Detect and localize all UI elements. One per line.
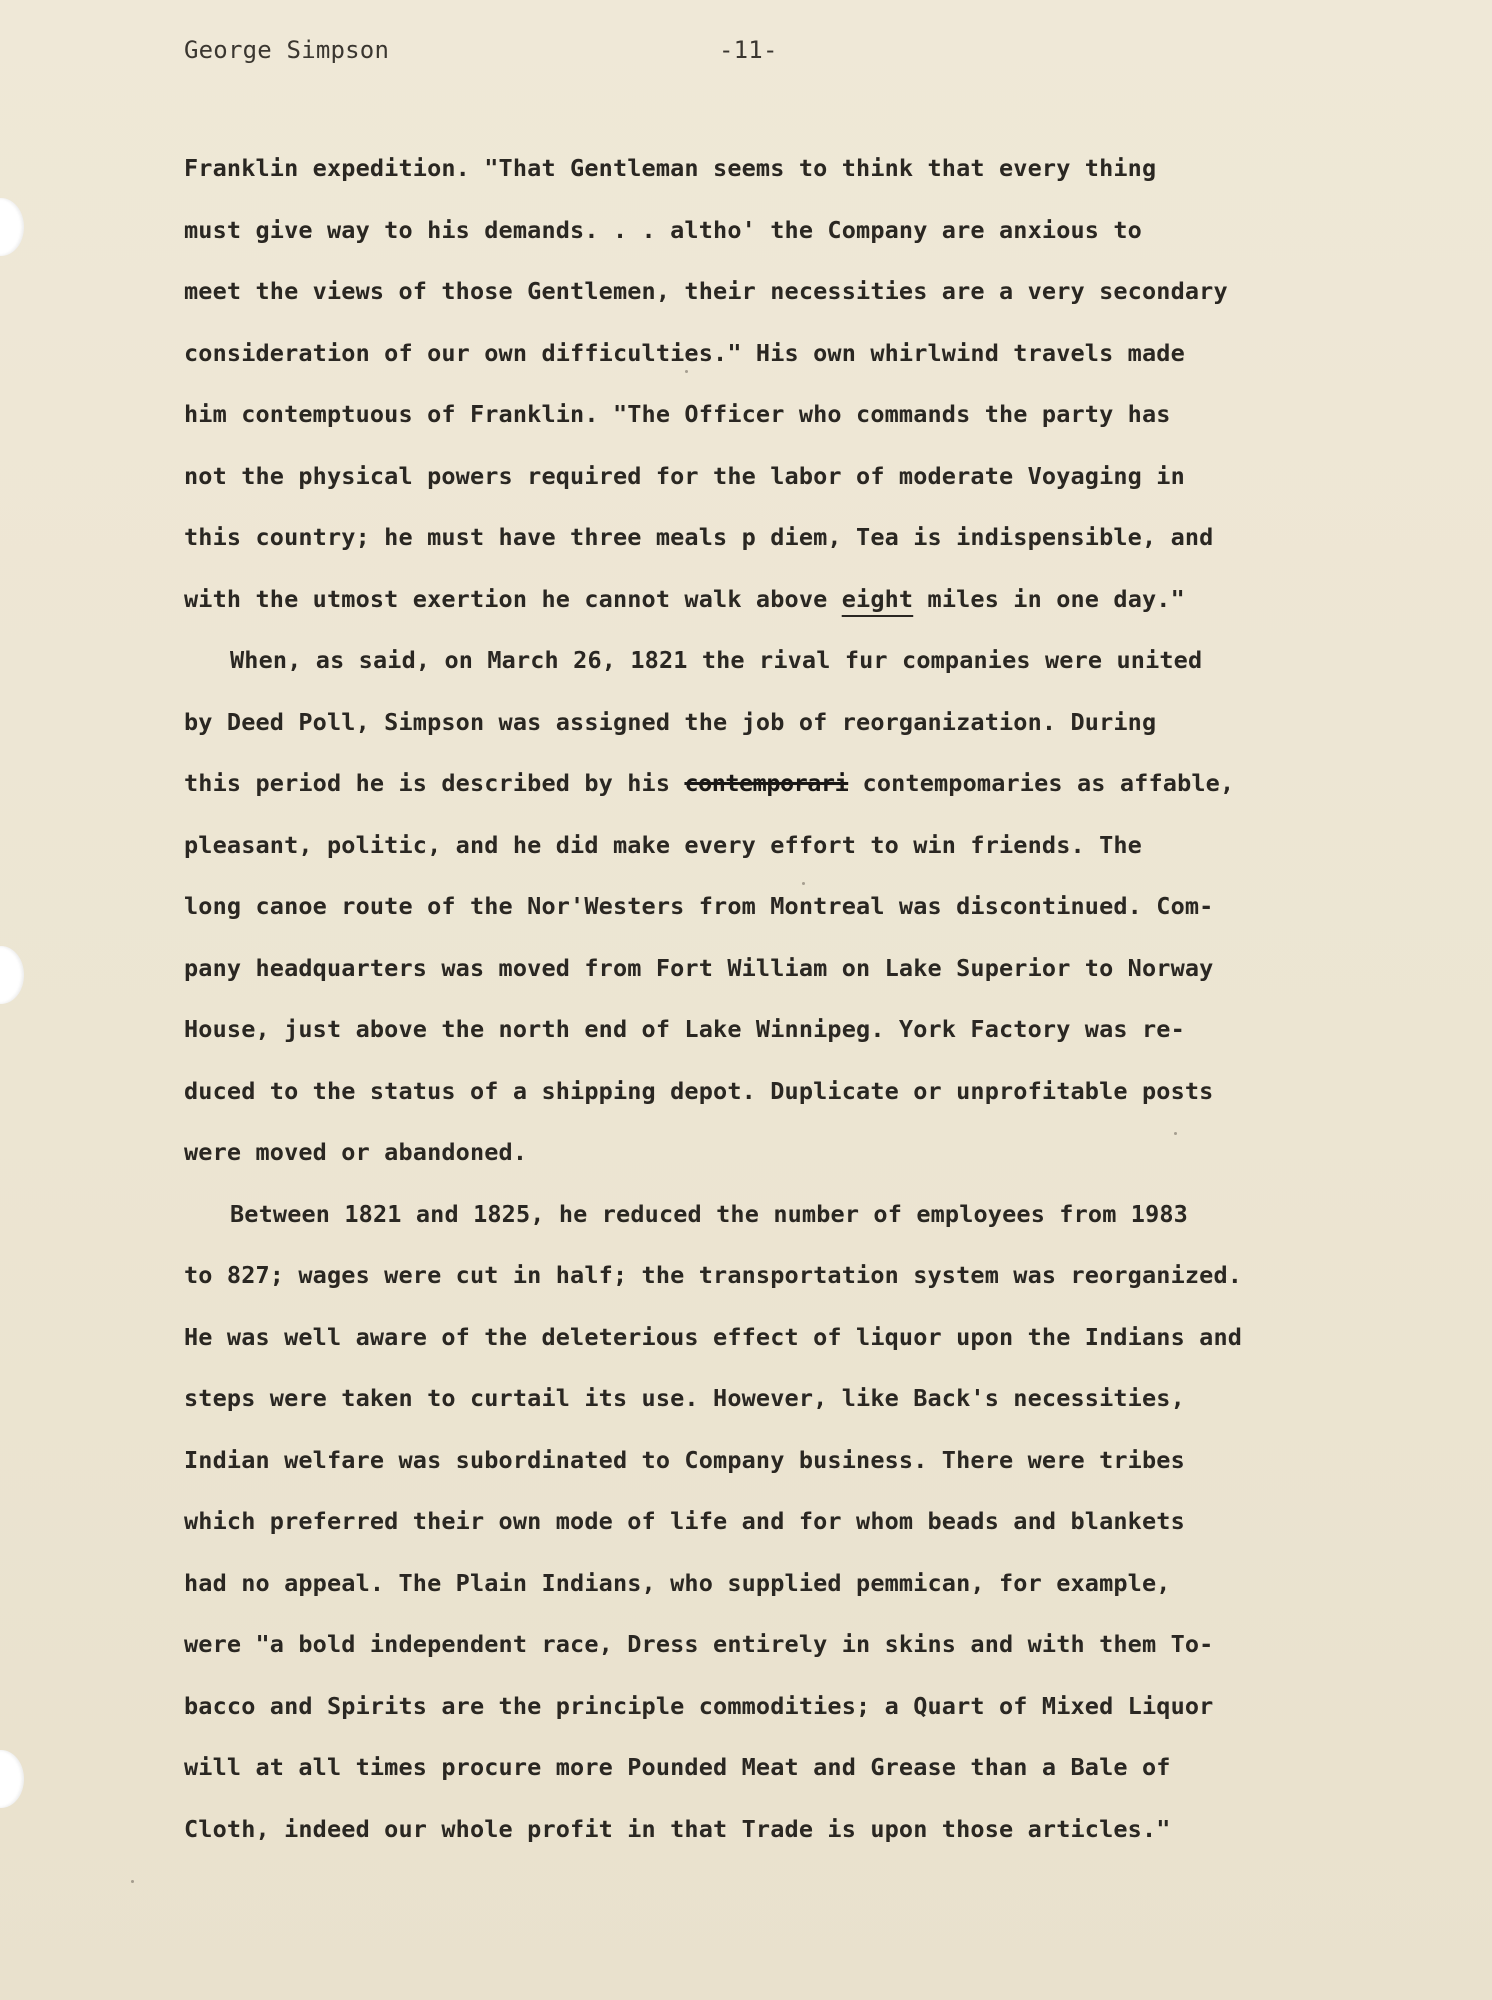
text-line: him contemptuous of Franklin. "The Officer who commands the party has — [184, 400, 1171, 428]
text-line: to 827; wages were cut in half; the transportation system was reorganized. — [184, 1261, 1243, 1289]
text-line: were moved or abandoned. — [184, 1138, 528, 1166]
text-line: Cloth, indeed our whole profit in that Trade is upon those articles." — [184, 1814, 1171, 1843]
text-line: consideration of our own difficulties." His own whirlwind travels made — [184, 338, 1185, 367]
text-line: had no appeal. The Plain Indians, who supplied pemmican, for example, — [184, 1568, 1171, 1597]
struck-out-word: contemporari — [684, 769, 849, 797]
punch-hole — [0, 1750, 24, 1808]
text-line — [184, 576, 1324, 638]
text-line: Indian welfare was subordinated to Company business. There were tribes — [184, 1445, 1185, 1474]
text-line: which preferred their own mode of life and for whom beads and blankets — [184, 1507, 1185, 1535]
text-line: long canoe route of the Nor'Westers from Montreal was discontinued. Com- — [184, 892, 1214, 920]
text-span: miles in one day." — [913, 584, 1185, 613]
punch-hole — [0, 198, 24, 256]
text-line: duced to the status of a shipping depot. Duplicate or unprofitable posts — [184, 1076, 1214, 1105]
text-line: pany headquarters was moved from Fort William on Lake Superior to Norway — [184, 953, 1214, 982]
paragraph — [184, 145, 1324, 637]
text-line: pleasant, politic, and he did make every effort to win friends. The — [184, 830, 1142, 859]
text-line: Between 1821 and 1825, he reduced the number of employees from 1983 — [230, 1199, 1188, 1228]
header-author: George Simpson — [184, 36, 390, 64]
text-line: will at all times procure more Pounded Meat and Grease than a Bale of — [184, 1753, 1171, 1781]
text-line: this country; he must have three meals p diem, Tea is indispensible, and — [184, 523, 1214, 551]
punch-hole — [0, 946, 24, 1004]
text-line: bacco and Spirits are the principle commodities; a Quart of Mixed Liquor — [184, 1691, 1214, 1720]
text-line: meet the views of those Gentlemen, their necessities are a very secondary — [184, 277, 1228, 305]
text-line: were "a bold independent race, Dress entirely in skins and with them To- — [184, 1630, 1214, 1658]
text-span: with the utmost exertion he cannot walk above — [184, 584, 842, 613]
text-span: contempomaries as affable, — [848, 769, 1235, 797]
header-page-number: -11- — [719, 36, 778, 64]
underlined-word: eight — [841, 584, 914, 613]
text-line: not the physical powers required for the labor of moderate Voyaging in — [184, 461, 1185, 490]
page-header — [184, 30, 1324, 70]
text-line: must give way to his demands. . . altho' the Company are anxious to — [184, 215, 1142, 244]
text-line: steps were taken to curtail its use. However, like Back's necessities, — [184, 1384, 1185, 1412]
text-line: When, as said, on March 26, 1821 the rival fur companies were united — [230, 646, 1203, 674]
text-line: by Deed Poll, Simpson was assigned the job of reorganization. During — [184, 707, 1157, 736]
text-line — [184, 760, 1324, 822]
paper-speck — [131, 1880, 134, 1883]
body-text — [184, 145, 1324, 1867]
text-line: Franklin expedition. "That Gentleman seems to think that every thing — [184, 154, 1157, 182]
text-line: He was well aware of the deleterious effect of liquor upon the Indians and — [184, 1322, 1243, 1351]
paragraph — [184, 1191, 1324, 1868]
paragraph — [184, 637, 1324, 1191]
text-line: House, just above the north end of Lake Winnipeg. York Factory was re- — [184, 1015, 1185, 1043]
text-span: this period he is described by his — [184, 769, 685, 797]
